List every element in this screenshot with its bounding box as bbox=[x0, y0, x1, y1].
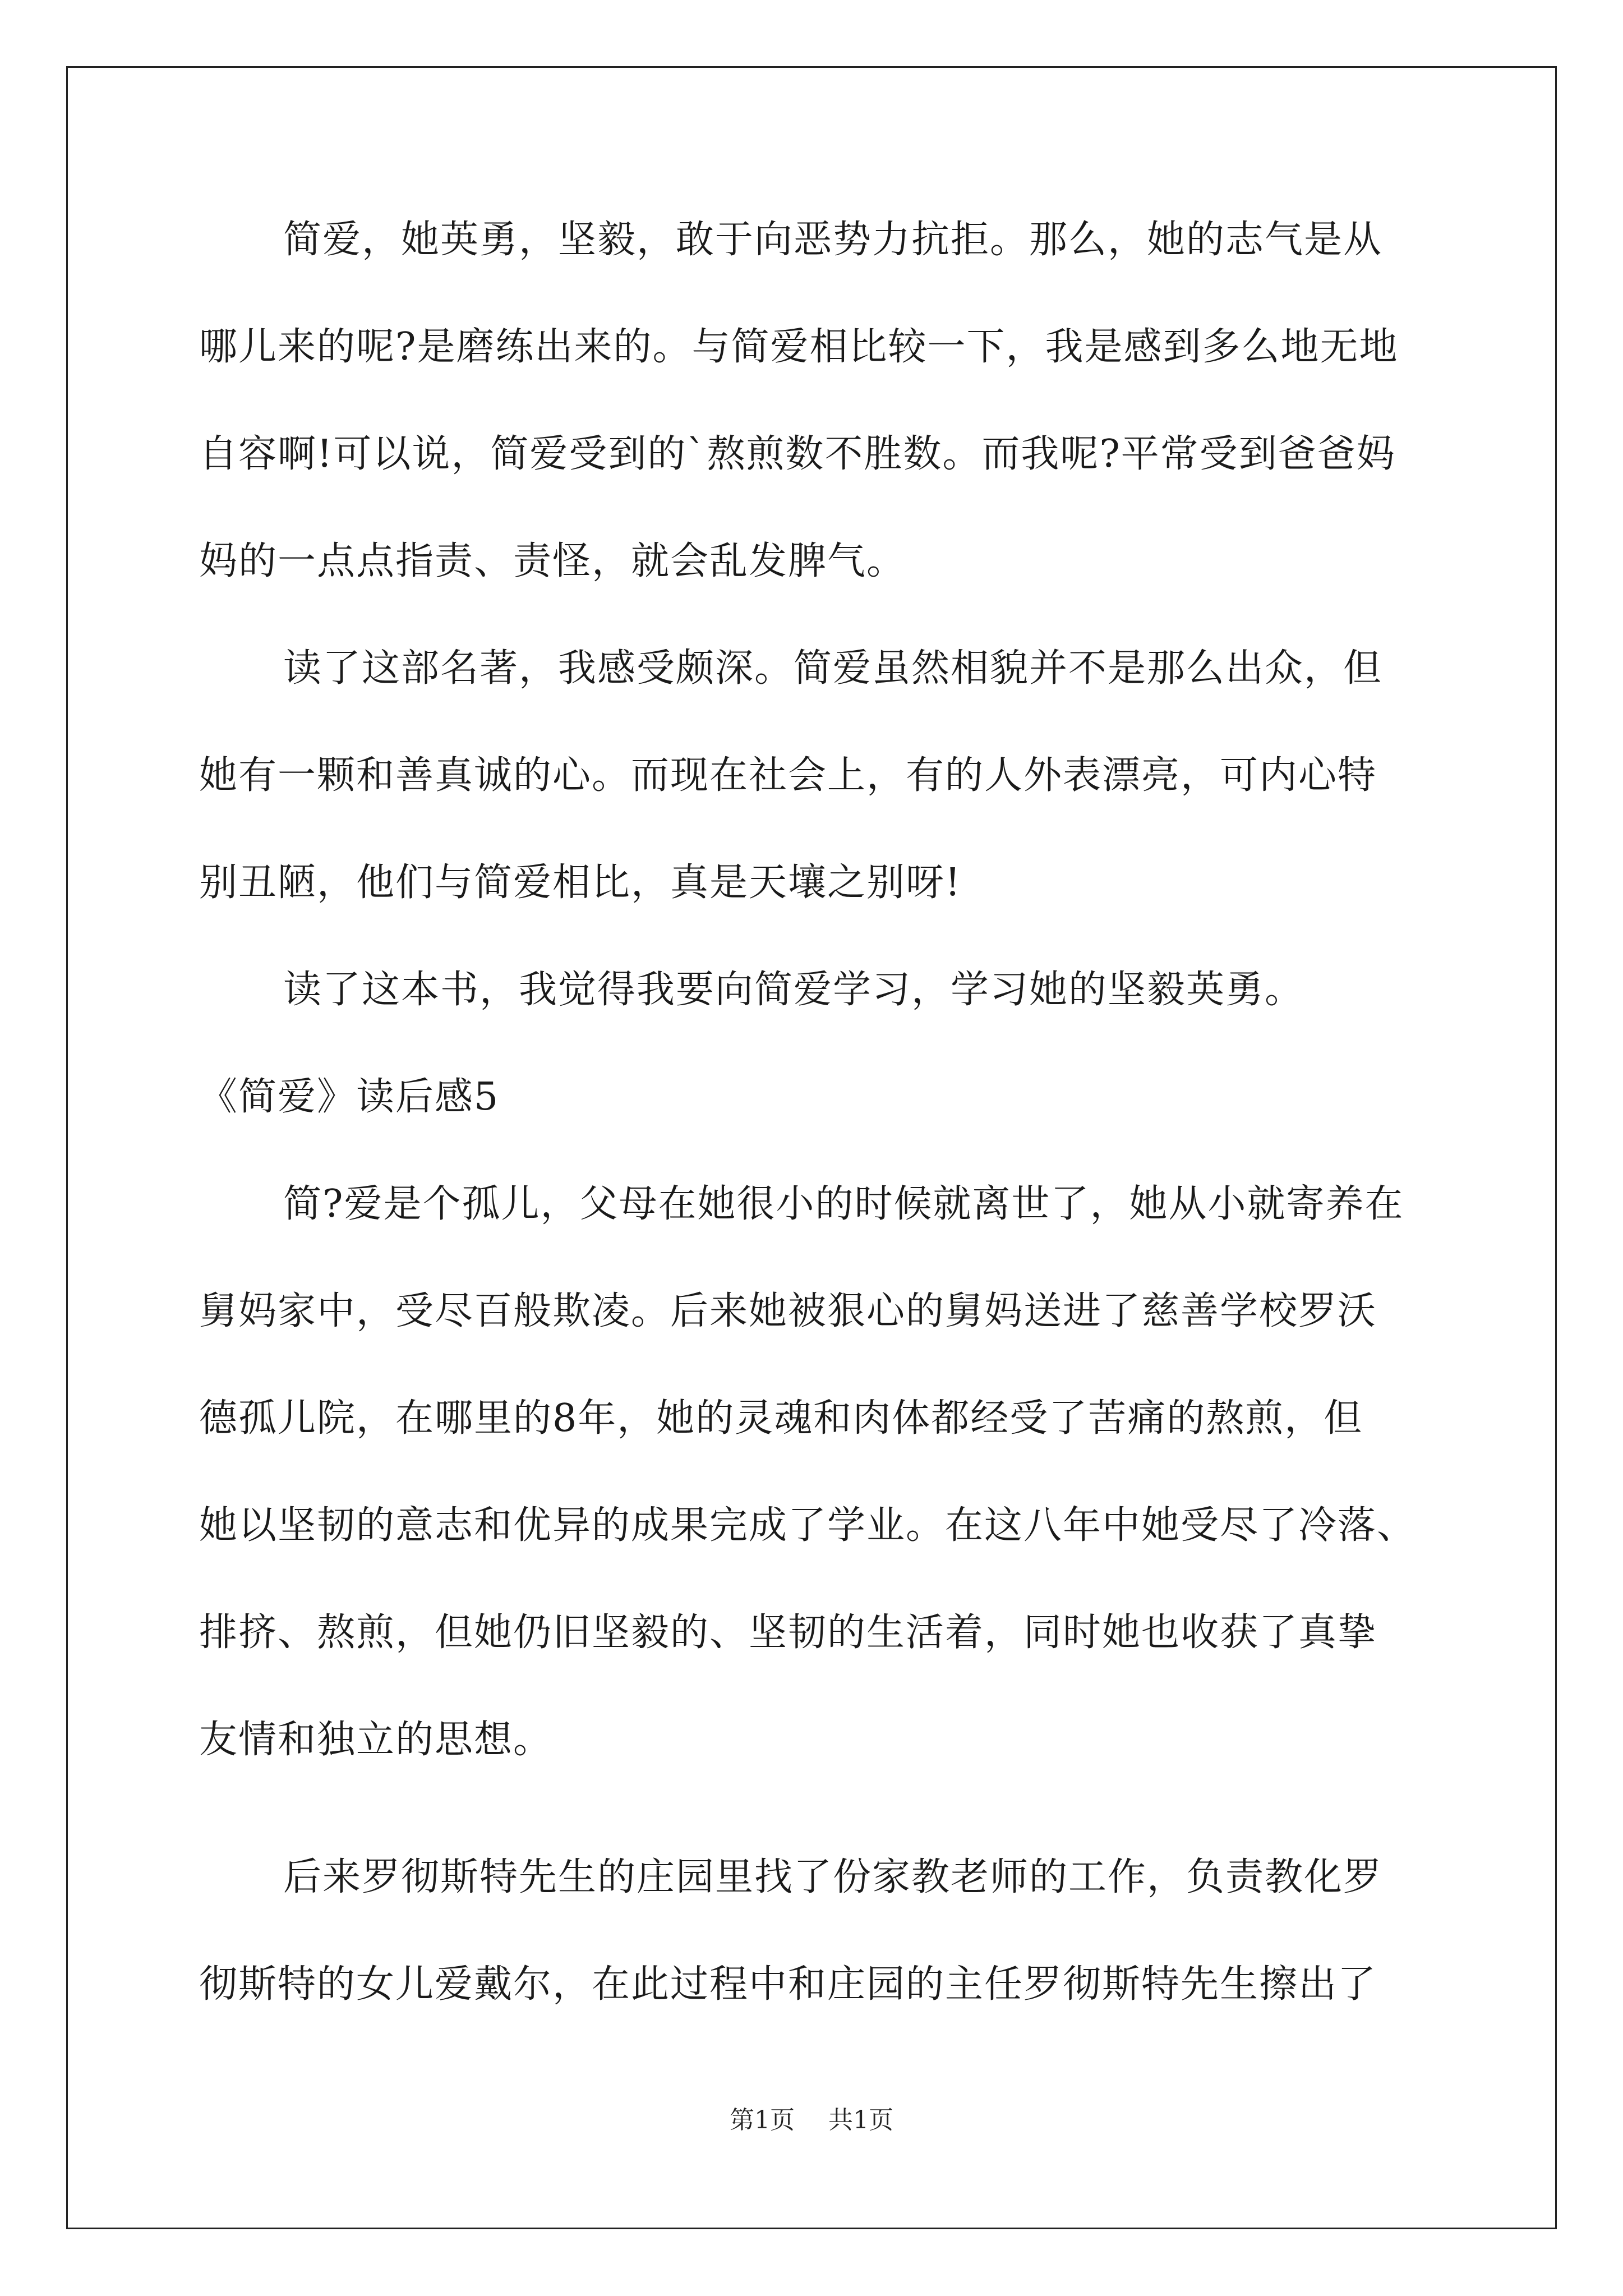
paragraph-line: 自容啊!可以说，简爱受到的`熬煎数不胜数。而我呢?平常受到爸爸妈 bbox=[199, 432, 1396, 476]
page-number: 第1页 bbox=[730, 2106, 795, 2134]
paragraph-line: 她以坚韧的意志和优异的成果完成了学业。在这八年中她受尽了冷落、 bbox=[199, 1503, 1417, 1548]
document-body bbox=[199, 213, 1433, 2065]
paragraph-line: 哪儿来的呢?是磨练出来的。与简爱相比较一下，我是感到多么地无地 bbox=[199, 325, 1399, 369]
paragraph-line: 读了这本书，我觉得我要向简爱学习，学习她的坚毅英勇。 bbox=[283, 968, 1304, 1012]
page-footer bbox=[0, 2104, 1623, 2137]
paragraph-line: 别丑陋，他们与简爱相比，真是天壤之别呀! bbox=[199, 861, 962, 905]
paragraph-line: 妈的一点点指责、责怪，就会乱发脾气。 bbox=[199, 539, 906, 583]
section-heading: 《简爱》读后感5 bbox=[199, 1075, 500, 1119]
paragraph-line: 她有一颗和善真诚的心。而现在社会上，有的人外表漂亮，可内心特 bbox=[199, 753, 1377, 798]
paragraph-line: 舅妈家中，受尽百般欺凌。后来她被狠心的舅妈送进了慈善学校罗沃 bbox=[199, 1289, 1377, 1333]
paragraph-line: 德孤儿院，在哪里的8年，她的灵魂和肉体都经受了苦痛的熬煎，但 bbox=[199, 1396, 1363, 1441]
paragraph-line: 排挤、熬煎，但她仍旧坚毅的、坚韧的生活着，同时她也收获了真挚 bbox=[199, 1611, 1377, 1655]
paragraph-line: 后来罗彻斯特先生的庄园里找了份家教老师的工作，负责教化罗 bbox=[283, 1855, 1383, 1899]
paragraph-line: 读了这部名著，我感受颇深。简爱虽然相貌并不是那么出众，但 bbox=[283, 646, 1383, 691]
paragraph-line: 简?爱是个孤儿，父母在她很小的时候就离世了，她从小就寄养在 bbox=[283, 1182, 1404, 1226]
paragraph-line: 彻斯特的女儿爱戴尔，在此过程中和庄园的主任罗彻斯特先生擦出了 bbox=[199, 1962, 1377, 2007]
paragraph-line: 简爱，她英勇，坚毅，敢于向恶势力抗拒。那么，她的志气是从 bbox=[283, 218, 1383, 262]
page-total: 共1页 bbox=[828, 2106, 893, 2134]
paragraph-line: 友情和独立的思想。 bbox=[199, 1718, 553, 1762]
